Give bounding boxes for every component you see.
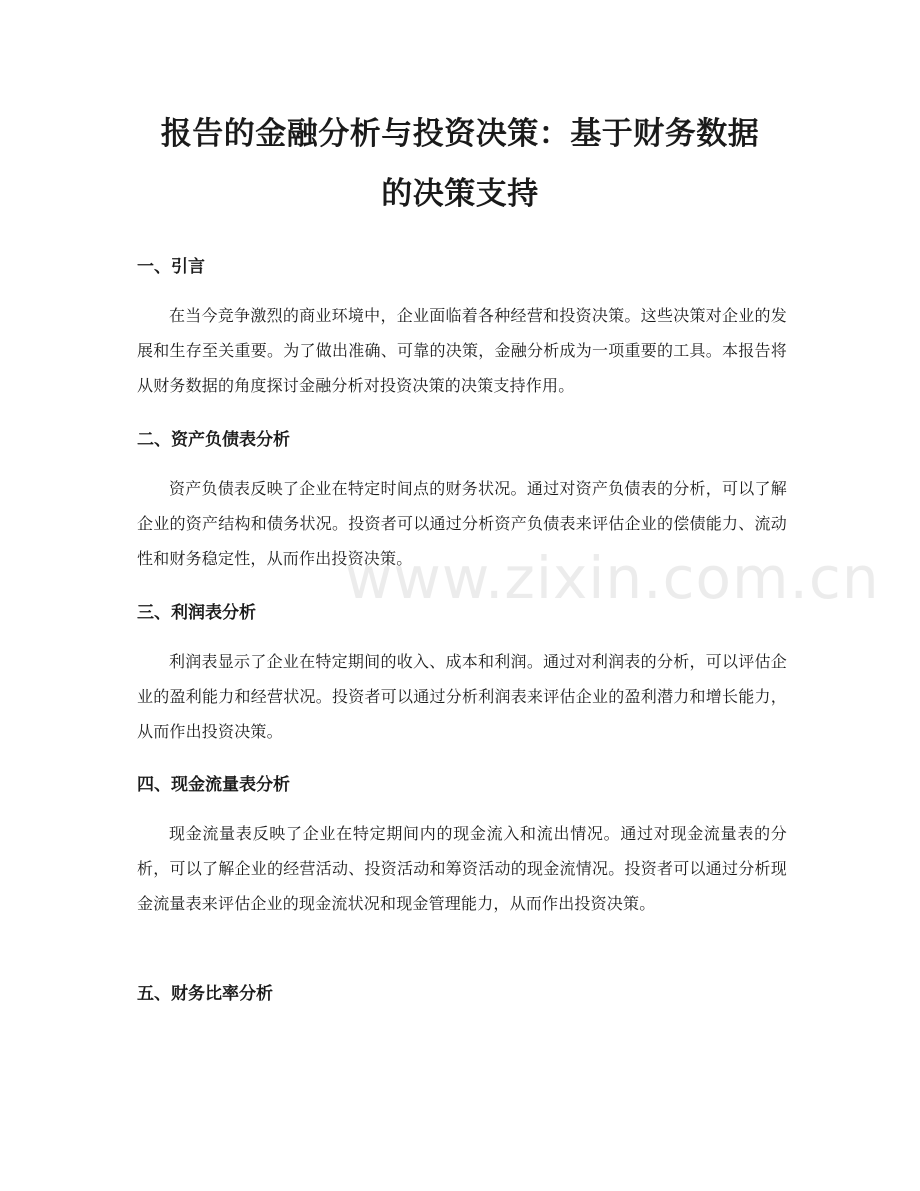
watermark: www.zixin.com.cn — [345, 544, 880, 612]
section-heading-4: 四、现金流量表分析 — [137, 775, 290, 795]
section-paragraph-1: 在当今竞争激烈的商业环境中，企业面临着各种经营和投资决策。这些决策对企业的发展和生存至关重要。为了做出准确、可靠的决策，金融分析成为一项重要的工具。本报告将从财务数据的角度探讨金融分析对投资决策的决策支持作用。 — [137, 306, 787, 395]
section-heading-5: 五、财务比率分析 — [137, 984, 273, 1004]
section-paragraph-3: 利润表显示了企业在特定期间的收入、成本和利润。通过对利润表的分析，可以评估企业的盈利能力和经营状况。投资者可以通过分析利润表来评估企业的盈利潜力和增长能力，从而作出投资决策。 — [137, 652, 787, 741]
section-paragraph-2: 资产负债表反映了企业在特定时间点的财务状况。通过对资产负债表的分析，可以了解企业的资产结构和债务状况。投资者可以通过分析资产负债表来评估企业的偿债能力、流动性和财务稳定性，从而作出投资决策。 — [137, 479, 787, 568]
section-paragraph-4: 现金流量表反映了企业在特定期间内的现金流入和流出情况。通过对现金流量表的分析，可以了解企业的经营活动、投资活动和筹资活动的现金流情况。投资者可以通过分析现金流量表来评估企业的现金流状况和现金管理能力，从而作出投资决策。 — [137, 824, 787, 913]
title-line-1: 报告的金融分析与投资决策：基于财务数据 — [160, 116, 760, 152]
section-heading-2: 二、资产负债表分析 — [137, 430, 290, 450]
section-heading-3: 三、利润表分析 — [137, 603, 256, 623]
section-heading-1: 一、引言 — [137, 257, 205, 277]
title-line-2: 的决策支持 — [381, 176, 539, 212]
document-title — [120, 104, 800, 224]
